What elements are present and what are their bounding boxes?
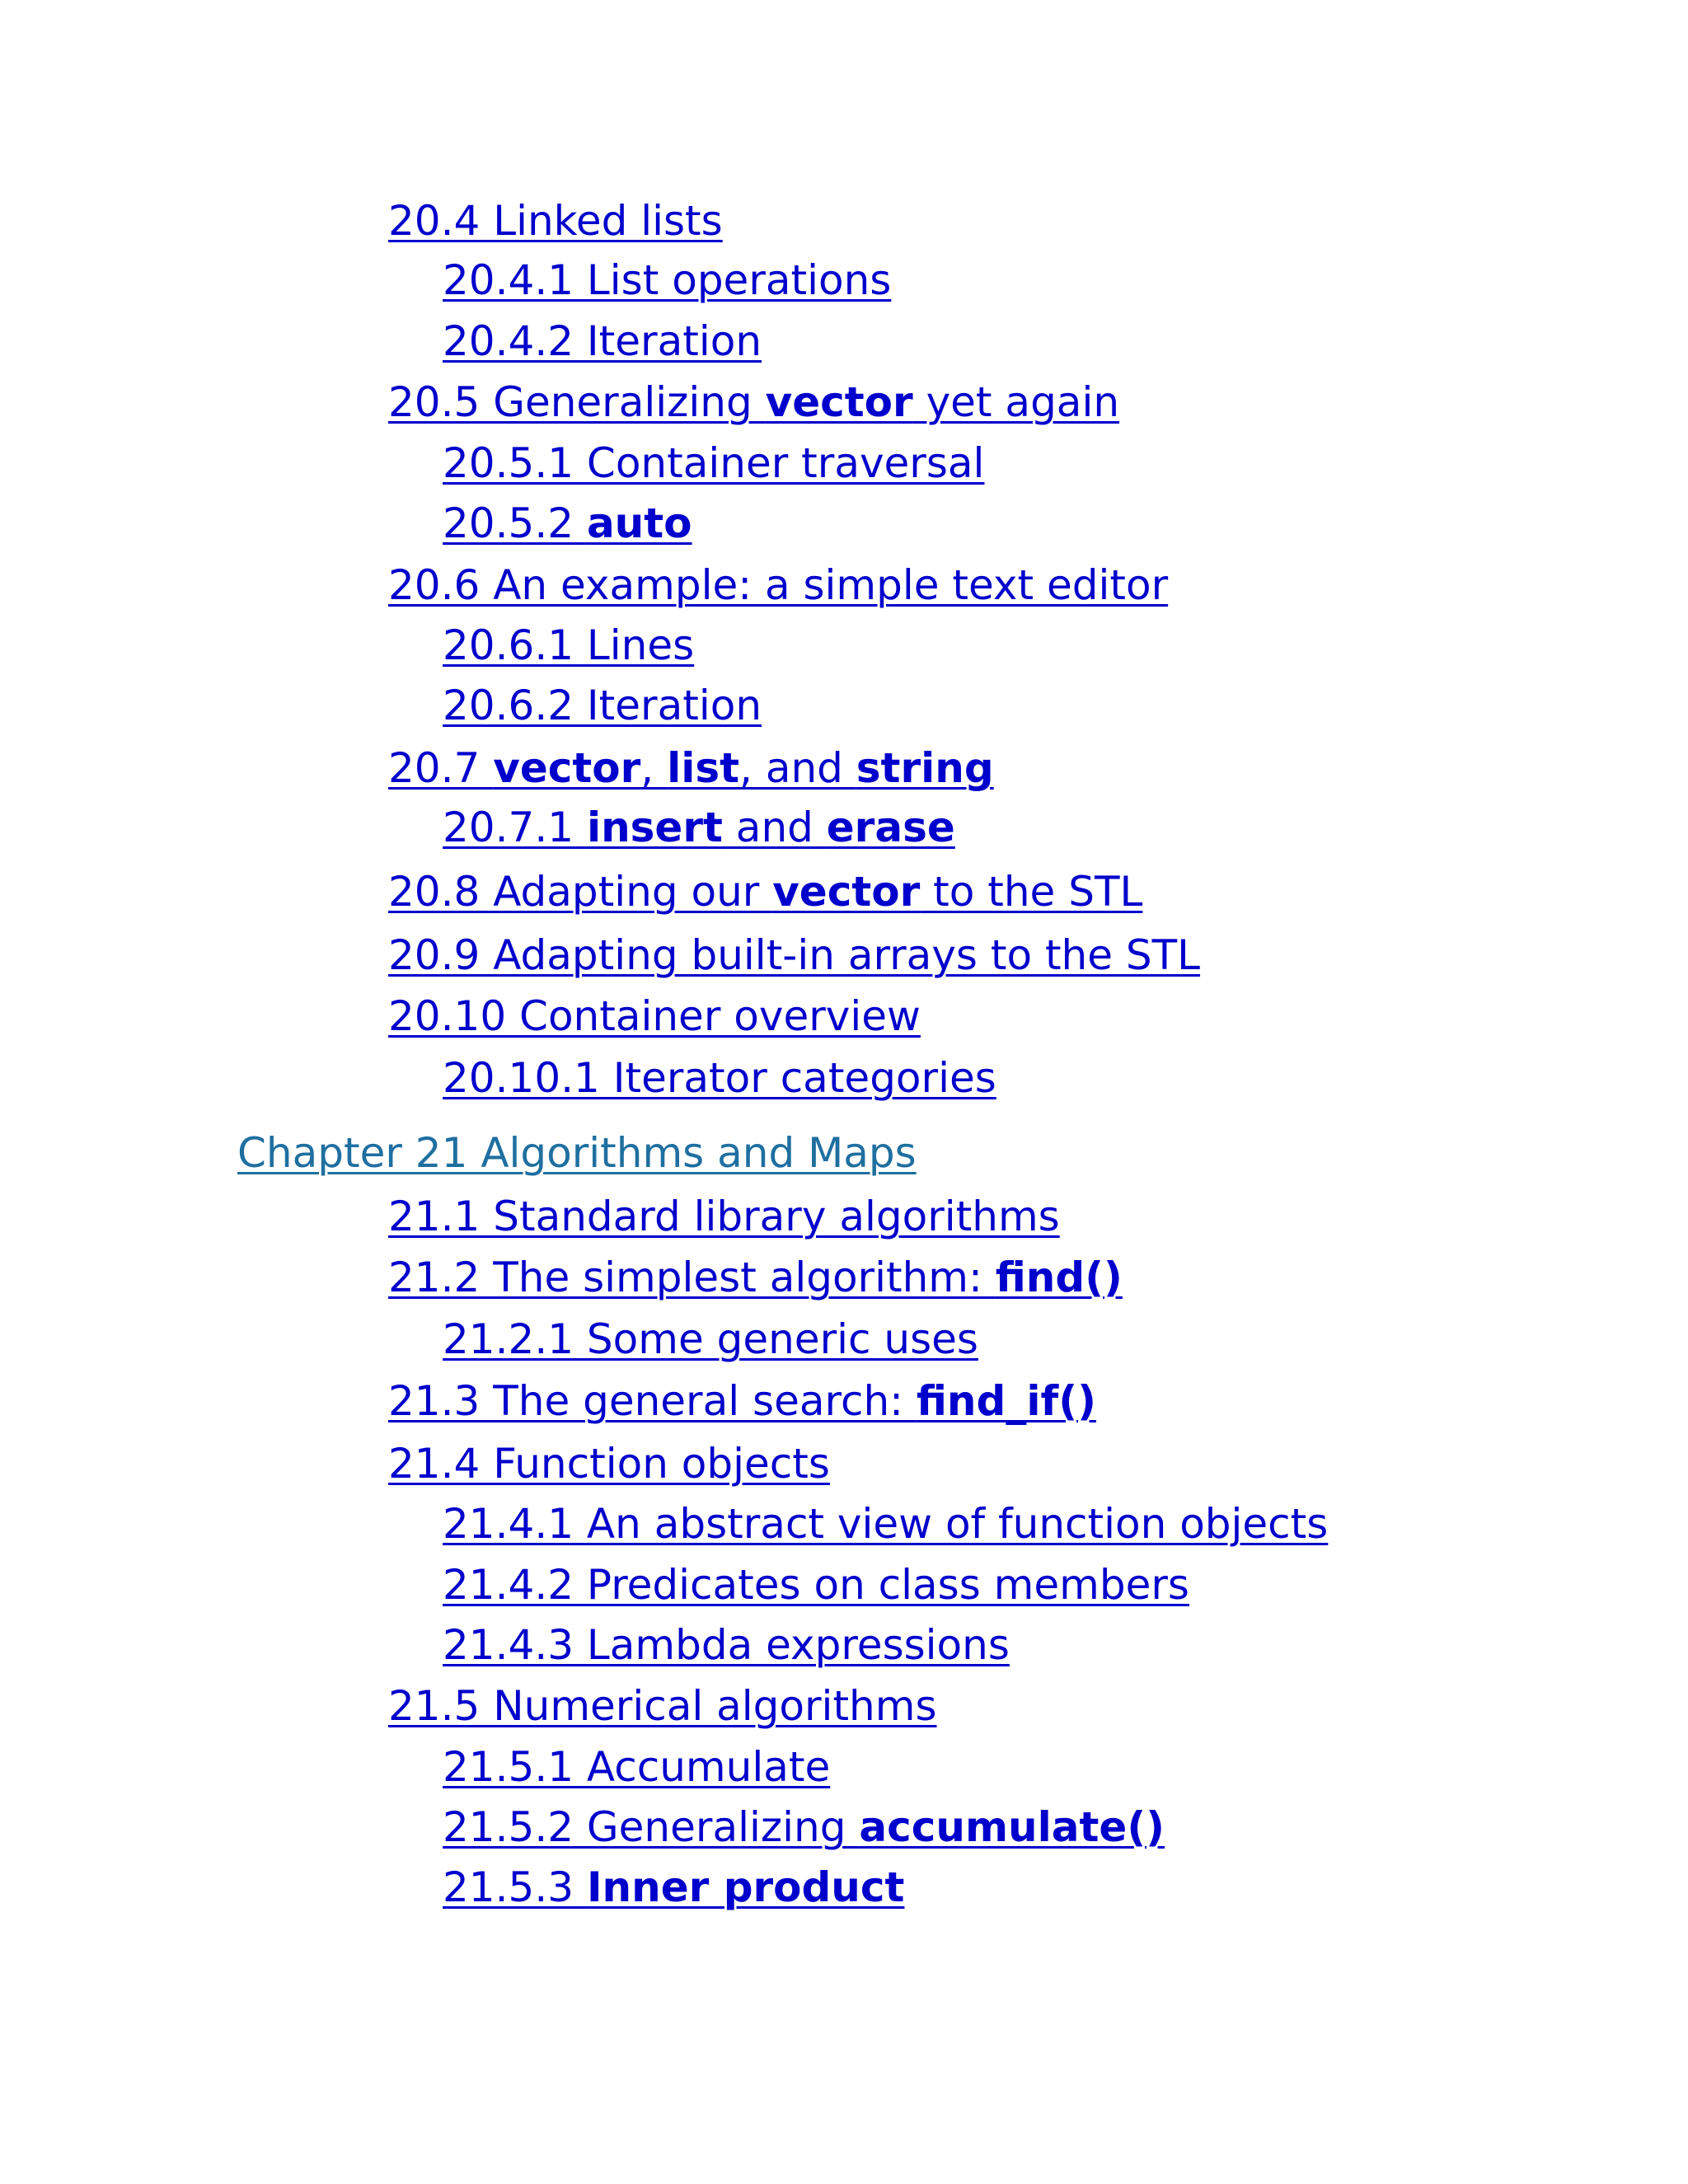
toc-link-20-6-1[interactable]: 20.6.1 Lines	[443, 621, 695, 669]
toc-text: 20.8 Adapting our	[388, 868, 773, 916]
toc-link-20-6-2[interactable]: 20.6.2 Iteration	[443, 682, 762, 729]
toc-link-21-2-1[interactable]: 21.2.1 Some generic uses	[443, 1315, 978, 1363]
toc-link-21-1[interactable]: 21.1 Standard library algorithms	[388, 1193, 1060, 1240]
toc-code-text: find_if()	[916, 1377, 1096, 1425]
toc-text: 21.2 The simplest algorithm:	[388, 1254, 996, 1301]
toc-link-20-5-1[interactable]: 20.5.1 Container traversal	[443, 439, 985, 487]
toc-code-text: vector	[772, 868, 921, 916]
toc-link-20-4-1[interactable]: 20.4.1 List operations	[443, 256, 892, 304]
toc-code-text: accumulate()	[859, 1803, 1165, 1851]
toc-text: 20.5 Generalizing	[388, 378, 766, 426]
toc-text: to the STL	[920, 868, 1143, 916]
toc-text: 20.5.2	[443, 499, 587, 547]
toc-text: yet again	[912, 378, 1120, 426]
toc-link-20-4[interactable]: 20.4 Linked lists	[388, 197, 723, 245]
toc-text: , and	[739, 744, 856, 792]
toc-link-21-4-2[interactable]: 21.4.2 Predicates on class members	[443, 1561, 1189, 1609]
toc-link-20-7[interactable]	[388, 742, 994, 794]
toc-link-20-10[interactable]: 20.10 Container overview	[388, 992, 921, 1040]
toc-text: and	[722, 804, 827, 851]
toc-text: 21.5.2 Generalizing	[443, 1803, 860, 1851]
toc-link-21-2[interactable]	[388, 1251, 1123, 1304]
toc-text: 21.3 The general search:	[388, 1377, 917, 1425]
toc-link-chapter-21[interactable]: Chapter 21 Algorithms and Maps	[237, 1129, 917, 1177]
toc-text: 20.7.1	[443, 804, 587, 851]
toc-link-20-9[interactable]: 20.9 Adapting built-in arrays to the STL	[388, 931, 1201, 979]
toc-link-20-7-1[interactable]	[443, 801, 955, 854]
toc-link-21-5-1[interactable]: 21.5.1 Accumulate	[443, 1743, 831, 1791]
toc-code-text: vector	[493, 744, 641, 792]
toc-link-20-5[interactable]	[388, 376, 1119, 429]
toc-link-20-4-2[interactable]: 20.4.2 Iteration	[443, 317, 762, 365]
toc-link-21-4-3[interactable]: 21.4.3 Lambda expressions	[443, 1621, 1010, 1669]
toc-code-text: Inner product	[586, 1863, 905, 1911]
toc-link-20-8[interactable]	[388, 865, 1142, 918]
toc-code-text: find()	[995, 1254, 1123, 1301]
toc-link-21-4-1[interactable]: 21.4.1 An abstract view of function objects	[443, 1500, 1329, 1548]
toc-link-21-5-3[interactable]	[443, 1861, 904, 1914]
toc-link-21-3[interactable]	[388, 1375, 1096, 1427]
toc-code-text: list	[667, 744, 740, 792]
toc-code-text: vector	[765, 378, 913, 426]
toc-text: 20.7	[388, 744, 494, 792]
toc-link-21-5-2[interactable]	[443, 1801, 1165, 1854]
toc-code-text: auto	[586, 499, 692, 547]
toc-link-20-6[interactable]: 20.6 An example: a simple text editor	[388, 561, 1169, 609]
toc-link-20-5-2[interactable]	[443, 497, 692, 550]
toc-text: ,	[640, 744, 668, 792]
toc-text: 21.5.3	[443, 1863, 587, 1911]
toc-link-21-5[interactable]: 21.5 Numerical algorithms	[388, 1682, 937, 1730]
toc-link-21-4[interactable]: 21.4 Function objects	[388, 1440, 830, 1488]
toc-code-text: string	[856, 744, 994, 792]
toc-code-text: erase	[826, 804, 955, 851]
toc-link-20-10-1[interactable]: 20.10.1 Iterator categories	[443, 1054, 996, 1102]
toc-code-text: insert	[586, 804, 723, 851]
